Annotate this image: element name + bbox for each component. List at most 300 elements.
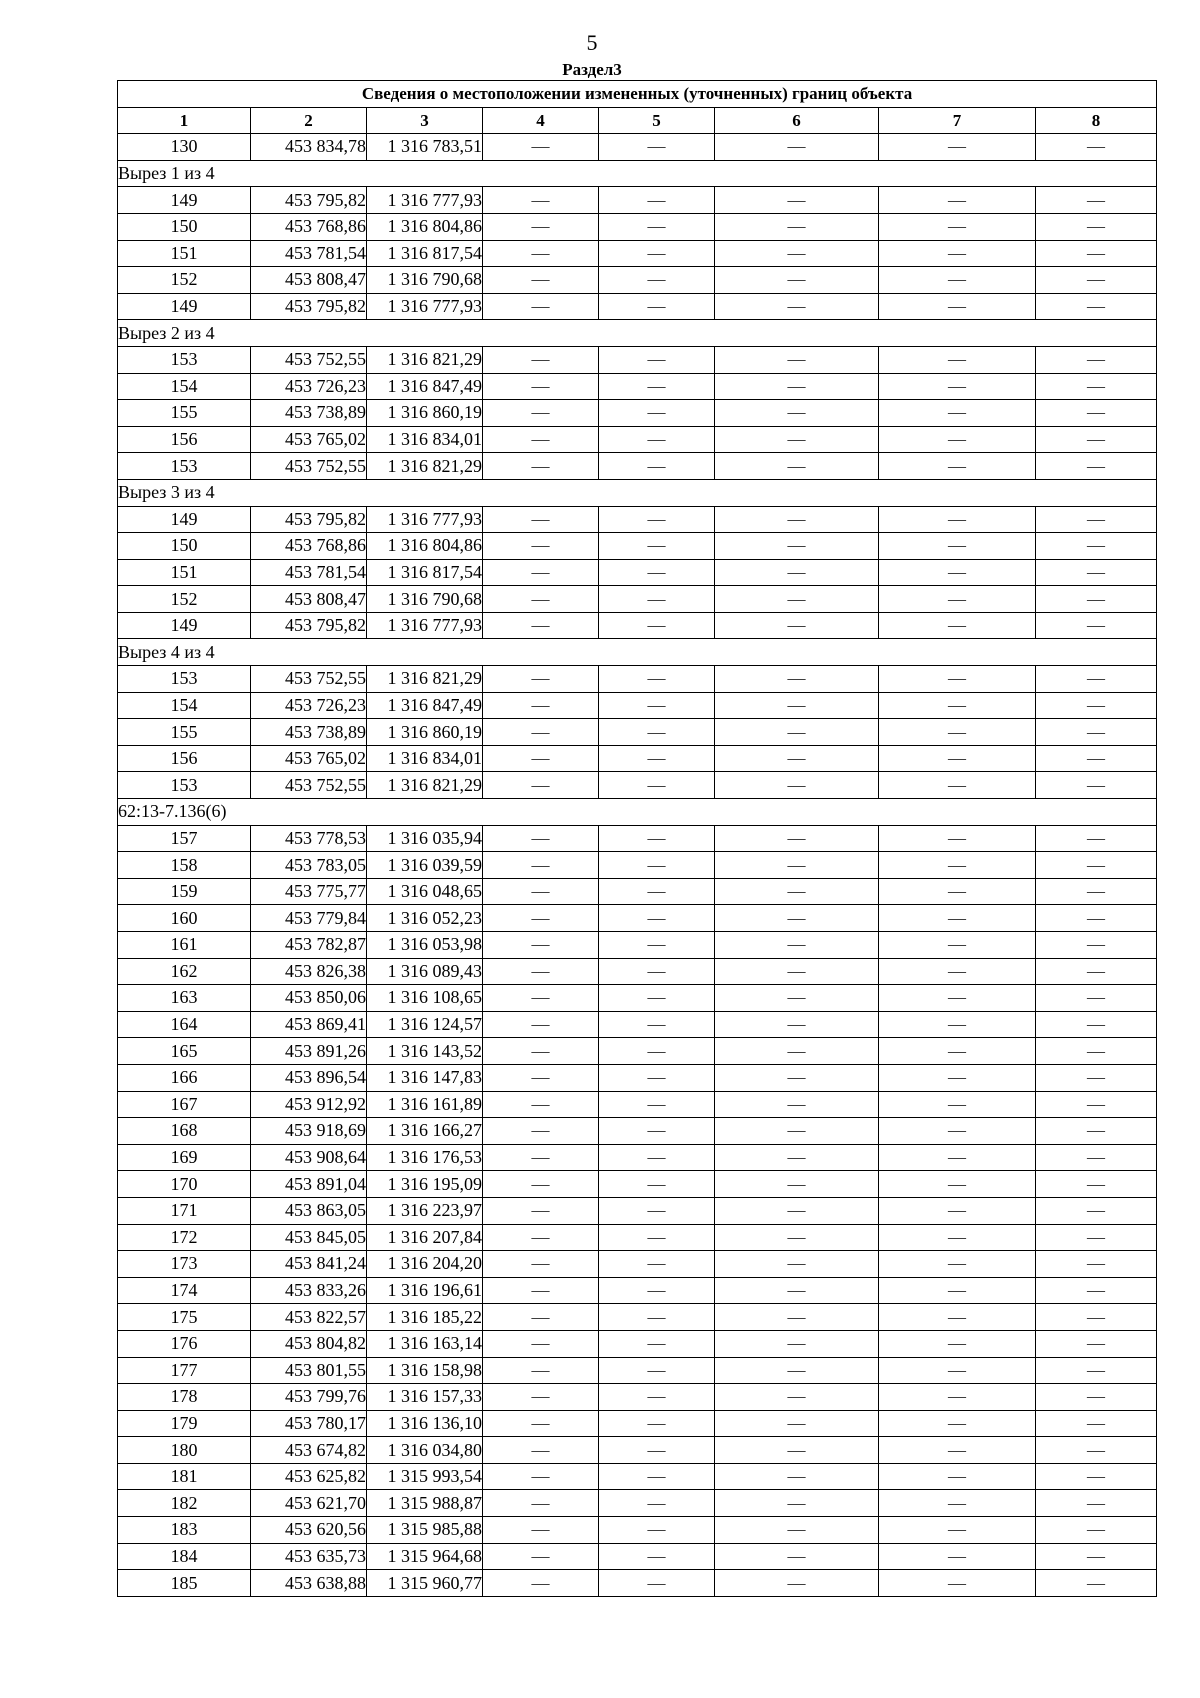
- group-title: Вырез 1 из 4: [118, 160, 1157, 187]
- empty-dash-cell: —: [879, 426, 1036, 453]
- y-coordinate-cell: 1 316 147,83: [367, 1064, 483, 1091]
- group-row: [118, 479, 1157, 506]
- empty-dash-cell: —: [1036, 1224, 1157, 1251]
- x-coordinate-cell: 453 799,76: [251, 1384, 367, 1411]
- empty-dash-cell: —: [599, 719, 715, 746]
- x-coordinate-cell: 453 778,53: [251, 825, 367, 852]
- empty-dash-cell: —: [715, 1543, 879, 1570]
- x-coordinate-cell: 453 752,55: [251, 772, 367, 799]
- y-coordinate-cell: 1 316 136,10: [367, 1410, 483, 1437]
- point-number-cell: 162: [118, 958, 251, 985]
- empty-dash-cell: —: [1036, 852, 1157, 879]
- table-row: [118, 985, 1157, 1012]
- empty-dash-cell: —: [1036, 373, 1157, 400]
- y-coordinate-cell: 1 316 204,20: [367, 1251, 483, 1278]
- table-row: [118, 1410, 1157, 1437]
- empty-dash-cell: —: [1036, 1171, 1157, 1198]
- empty-dash-cell: —: [1036, 453, 1157, 480]
- empty-dash-cell: —: [715, 533, 879, 560]
- table-caption-row: [118, 81, 1157, 108]
- table-row: [118, 825, 1157, 852]
- y-coordinate-cell: 1 316 783,51: [367, 134, 483, 161]
- empty-dash-cell: —: [715, 932, 879, 959]
- column-header: 1: [118, 107, 251, 134]
- y-coordinate-cell: 1 316 804,86: [367, 533, 483, 560]
- empty-dash-cell: —: [1036, 1011, 1157, 1038]
- point-number-cell: 152: [118, 586, 251, 613]
- empty-dash-cell: —: [483, 453, 599, 480]
- y-coordinate-cell: 1 316 821,29: [367, 453, 483, 480]
- x-coordinate-cell: 453 808,47: [251, 586, 367, 613]
- table-row: [118, 1277, 1157, 1304]
- table-row: [118, 905, 1157, 932]
- y-coordinate-cell: 1 316 034,80: [367, 1437, 483, 1464]
- point-number-cell: 172: [118, 1224, 251, 1251]
- point-number-cell: 179: [118, 1410, 251, 1437]
- empty-dash-cell: —: [599, 1011, 715, 1038]
- y-coordinate-cell: 1 316 052,23: [367, 905, 483, 932]
- table-row: [118, 426, 1157, 453]
- point-number-cell: 160: [118, 905, 251, 932]
- empty-dash-cell: —: [599, 852, 715, 879]
- table-row: [118, 1543, 1157, 1570]
- empty-dash-cell: —: [879, 1330, 1036, 1357]
- point-number-cell: 182: [118, 1490, 251, 1517]
- column-header: 2: [251, 107, 367, 134]
- x-coordinate-cell: 453 834,78: [251, 134, 367, 161]
- x-coordinate-cell: 453 752,55: [251, 666, 367, 693]
- x-coordinate-cell: 453 779,84: [251, 905, 367, 932]
- table-row: [118, 958, 1157, 985]
- empty-dash-cell: —: [1036, 506, 1157, 533]
- point-number-cell: 178: [118, 1384, 251, 1411]
- x-coordinate-cell: 453 768,86: [251, 533, 367, 560]
- empty-dash-cell: —: [483, 1437, 599, 1464]
- point-number-cell: 173: [118, 1251, 251, 1278]
- empty-dash-cell: —: [483, 692, 599, 719]
- y-coordinate-cell: 1 316 223,97: [367, 1197, 483, 1224]
- group-title: Вырез 4 из 4: [118, 639, 1157, 666]
- empty-dash-cell: —: [483, 1144, 599, 1171]
- empty-dash-cell: —: [483, 240, 599, 267]
- column-header-row: [118, 107, 1157, 134]
- point-number-cell: 168: [118, 1118, 251, 1145]
- empty-dash-cell: —: [1036, 666, 1157, 693]
- empty-dash-cell: —: [1036, 1144, 1157, 1171]
- empty-dash-cell: —: [879, 1410, 1036, 1437]
- table-row: [118, 1517, 1157, 1544]
- x-coordinate-cell: 453 738,89: [251, 719, 367, 746]
- empty-dash-cell: —: [715, 985, 879, 1012]
- x-coordinate-cell: 453 674,82: [251, 1437, 367, 1464]
- empty-dash-cell: —: [715, 878, 879, 905]
- y-coordinate-cell: 1 316 860,19: [367, 719, 483, 746]
- point-number-cell: 170: [118, 1171, 251, 1198]
- empty-dash-cell: —: [483, 1463, 599, 1490]
- empty-dash-cell: —: [879, 985, 1036, 1012]
- column-header: 4: [483, 107, 599, 134]
- group-row: [118, 160, 1157, 187]
- empty-dash-cell: —: [599, 905, 715, 932]
- empty-dash-cell: —: [483, 1304, 599, 1331]
- empty-dash-cell: —: [1036, 1357, 1157, 1384]
- empty-dash-cell: —: [483, 506, 599, 533]
- table-row: [118, 373, 1157, 400]
- table-row: [118, 1570, 1157, 1597]
- empty-dash-cell: —: [483, 878, 599, 905]
- empty-dash-cell: —: [715, 772, 879, 799]
- empty-dash-cell: —: [599, 1463, 715, 1490]
- point-number-cell: 155: [118, 400, 251, 427]
- empty-dash-cell: —: [879, 825, 1036, 852]
- table-row: [118, 586, 1157, 613]
- empty-dash-cell: —: [1036, 1384, 1157, 1411]
- table-row: [118, 1437, 1157, 1464]
- empty-dash-cell: —: [879, 1437, 1036, 1464]
- empty-dash-cell: —: [1036, 985, 1157, 1012]
- empty-dash-cell: —: [879, 905, 1036, 932]
- point-number-cell: 151: [118, 559, 251, 586]
- x-coordinate-cell: 453 752,55: [251, 346, 367, 373]
- empty-dash-cell: —: [715, 1091, 879, 1118]
- table-row: [118, 1197, 1157, 1224]
- empty-dash-cell: —: [879, 1490, 1036, 1517]
- table-row: [118, 1011, 1157, 1038]
- point-number-cell: 153: [118, 453, 251, 480]
- empty-dash-cell: —: [879, 1517, 1036, 1544]
- empty-dash-cell: —: [599, 1224, 715, 1251]
- table-row: [118, 612, 1157, 639]
- empty-dash-cell: —: [715, 1570, 879, 1597]
- empty-dash-cell: —: [483, 373, 599, 400]
- y-coordinate-cell: 1 316 790,68: [367, 267, 483, 294]
- empty-dash-cell: —: [483, 1330, 599, 1357]
- group-title: Вырез 2 из 4: [118, 320, 1157, 347]
- x-coordinate-cell: 453 808,47: [251, 267, 367, 294]
- empty-dash-cell: —: [599, 1517, 715, 1544]
- table-row: [118, 932, 1157, 959]
- empty-dash-cell: —: [715, 612, 879, 639]
- empty-dash-cell: —: [599, 1330, 715, 1357]
- empty-dash-cell: —: [599, 559, 715, 586]
- empty-dash-cell: —: [483, 267, 599, 294]
- table-caption: Сведения о местоположении измененных (уточненных) границ объекта: [118, 81, 1157, 108]
- empty-dash-cell: —: [879, 187, 1036, 214]
- column-header: 8: [1036, 107, 1157, 134]
- empty-dash-cell: —: [715, 692, 879, 719]
- empty-dash-cell: —: [483, 905, 599, 932]
- table-row: [118, 1357, 1157, 1384]
- table-row: [118, 400, 1157, 427]
- y-coordinate-cell: 1 316 157,33: [367, 1384, 483, 1411]
- x-coordinate-cell: 453 833,26: [251, 1277, 367, 1304]
- y-coordinate-cell: 1 316 124,57: [367, 1011, 483, 1038]
- empty-dash-cell: —: [599, 1118, 715, 1145]
- group-row: [118, 799, 1157, 826]
- point-number-cell: 149: [118, 293, 251, 320]
- empty-dash-cell: —: [879, 719, 1036, 746]
- group-title: Вырез 3 из 4: [118, 479, 1157, 506]
- point-number-cell: 153: [118, 346, 251, 373]
- point-number-cell: 159: [118, 878, 251, 905]
- x-coordinate-cell: 453 841,24: [251, 1251, 367, 1278]
- y-coordinate-cell: 1 315 985,88: [367, 1517, 483, 1544]
- x-coordinate-cell: 453 845,05: [251, 1224, 367, 1251]
- empty-dash-cell: —: [599, 692, 715, 719]
- empty-dash-cell: —: [483, 1543, 599, 1570]
- empty-dash-cell: —: [483, 1118, 599, 1145]
- empty-dash-cell: —: [879, 666, 1036, 693]
- y-coordinate-cell: 1 316 821,29: [367, 346, 483, 373]
- empty-dash-cell: —: [1036, 1437, 1157, 1464]
- empty-dash-cell: —: [1036, 1251, 1157, 1278]
- empty-dash-cell: —: [715, 453, 879, 480]
- empty-dash-cell: —: [1036, 1277, 1157, 1304]
- x-coordinate-cell: 453 635,73: [251, 1543, 367, 1570]
- y-coordinate-cell: 1 316 053,98: [367, 932, 483, 959]
- point-number-cell: 154: [118, 692, 251, 719]
- empty-dash-cell: —: [879, 1038, 1036, 1065]
- x-coordinate-cell: 453 795,82: [251, 506, 367, 533]
- empty-dash-cell: —: [1036, 1463, 1157, 1490]
- empty-dash-cell: —: [599, 187, 715, 214]
- empty-dash-cell: —: [483, 1251, 599, 1278]
- group-row: [118, 320, 1157, 347]
- y-coordinate-cell: 1 316 089,43: [367, 958, 483, 985]
- empty-dash-cell: —: [483, 1410, 599, 1437]
- empty-dash-cell: —: [483, 187, 599, 214]
- empty-dash-cell: —: [599, 1064, 715, 1091]
- empty-dash-cell: —: [879, 293, 1036, 320]
- empty-dash-cell: —: [1036, 400, 1157, 427]
- empty-dash-cell: —: [879, 1064, 1036, 1091]
- empty-dash-cell: —: [1036, 612, 1157, 639]
- empty-dash-cell: —: [715, 719, 879, 746]
- empty-dash-cell: —: [599, 400, 715, 427]
- table-row: [118, 559, 1157, 586]
- table-row: [118, 1064, 1157, 1091]
- y-coordinate-cell: 1 316 158,98: [367, 1357, 483, 1384]
- empty-dash-cell: —: [1036, 772, 1157, 799]
- empty-dash-cell: —: [483, 825, 599, 852]
- y-coordinate-cell: 1 315 988,87: [367, 1490, 483, 1517]
- x-coordinate-cell: 453 781,54: [251, 559, 367, 586]
- empty-dash-cell: —: [879, 852, 1036, 879]
- point-number-cell: 156: [118, 745, 251, 772]
- x-coordinate-cell: 453 863,05: [251, 1197, 367, 1224]
- y-coordinate-cell: 1 316 196,61: [367, 1277, 483, 1304]
- empty-dash-cell: —: [879, 1011, 1036, 1038]
- empty-dash-cell: —: [599, 1197, 715, 1224]
- y-coordinate-cell: 1 316 790,68: [367, 586, 483, 613]
- empty-dash-cell: —: [715, 213, 879, 240]
- empty-dash-cell: —: [483, 1224, 599, 1251]
- empty-dash-cell: —: [599, 1357, 715, 1384]
- column-header: 5: [599, 107, 715, 134]
- empty-dash-cell: —: [715, 559, 879, 586]
- empty-dash-cell: —: [483, 1011, 599, 1038]
- y-coordinate-cell: 1 316 039,59: [367, 852, 483, 879]
- table-row: [118, 666, 1157, 693]
- empty-dash-cell: —: [715, 1357, 879, 1384]
- empty-dash-cell: —: [483, 1277, 599, 1304]
- empty-dash-cell: —: [599, 1144, 715, 1171]
- y-coordinate-cell: 1 316 777,93: [367, 187, 483, 214]
- empty-dash-cell: —: [879, 373, 1036, 400]
- empty-dash-cell: —: [715, 1410, 879, 1437]
- empty-dash-cell: —: [599, 1304, 715, 1331]
- empty-dash-cell: —: [879, 267, 1036, 294]
- empty-dash-cell: —: [483, 1517, 599, 1544]
- point-number-cell: 150: [118, 533, 251, 560]
- empty-dash-cell: —: [1036, 1330, 1157, 1357]
- empty-dash-cell: —: [1036, 240, 1157, 267]
- empty-dash-cell: —: [1036, 1410, 1157, 1437]
- empty-dash-cell: —: [879, 1171, 1036, 1198]
- table-row: [118, 1118, 1157, 1145]
- empty-dash-cell: —: [483, 559, 599, 586]
- empty-dash-cell: —: [715, 1224, 879, 1251]
- x-coordinate-cell: 453 782,87: [251, 932, 367, 959]
- x-coordinate-cell: 453 752,55: [251, 453, 367, 480]
- empty-dash-cell: —: [879, 533, 1036, 560]
- x-coordinate-cell: 453 795,82: [251, 187, 367, 214]
- point-number-cell: 153: [118, 666, 251, 693]
- y-coordinate-cell: 1 316 847,49: [367, 373, 483, 400]
- empty-dash-cell: —: [715, 506, 879, 533]
- table-row: [118, 692, 1157, 719]
- empty-dash-cell: —: [1036, 213, 1157, 240]
- y-coordinate-cell: 1 315 964,68: [367, 1543, 483, 1570]
- point-number-cell: 164: [118, 1011, 251, 1038]
- point-number-cell: 181: [118, 1463, 251, 1490]
- empty-dash-cell: —: [715, 1171, 879, 1198]
- empty-dash-cell: —: [599, 213, 715, 240]
- table-row: [118, 1330, 1157, 1357]
- empty-dash-cell: —: [599, 1410, 715, 1437]
- empty-dash-cell: —: [599, 506, 715, 533]
- table-row: [118, 1251, 1157, 1278]
- empty-dash-cell: —: [483, 985, 599, 1012]
- empty-dash-cell: —: [715, 1064, 879, 1091]
- empty-dash-cell: —: [483, 852, 599, 879]
- empty-dash-cell: —: [483, 932, 599, 959]
- x-coordinate-cell: 453 896,54: [251, 1064, 367, 1091]
- x-coordinate-cell: 453 869,41: [251, 1011, 367, 1038]
- empty-dash-cell: —: [1036, 878, 1157, 905]
- empty-dash-cell: —: [879, 134, 1036, 161]
- empty-dash-cell: —: [879, 400, 1036, 427]
- x-coordinate-cell: 453 638,88: [251, 1570, 367, 1597]
- y-coordinate-cell: 1 316 207,84: [367, 1224, 483, 1251]
- empty-dash-cell: —: [879, 453, 1036, 480]
- table-row: [118, 1144, 1157, 1171]
- empty-dash-cell: —: [1036, 719, 1157, 746]
- point-number-cell: 185: [118, 1570, 251, 1597]
- empty-dash-cell: —: [879, 772, 1036, 799]
- column-header: 7: [879, 107, 1036, 134]
- empty-dash-cell: —: [483, 719, 599, 746]
- empty-dash-cell: —: [599, 932, 715, 959]
- empty-dash-cell: —: [715, 187, 879, 214]
- empty-dash-cell: —: [483, 1570, 599, 1597]
- x-coordinate-cell: 453 891,26: [251, 1038, 367, 1065]
- x-coordinate-cell: 453 620,56: [251, 1517, 367, 1544]
- empty-dash-cell: —: [879, 346, 1036, 373]
- empty-dash-cell: —: [599, 612, 715, 639]
- table-row: [118, 293, 1157, 320]
- empty-dash-cell: —: [715, 1304, 879, 1331]
- y-coordinate-cell: 1 316 817,54: [367, 559, 483, 586]
- table-row: [118, 719, 1157, 746]
- empty-dash-cell: —: [1036, 1064, 1157, 1091]
- empty-dash-cell: —: [879, 745, 1036, 772]
- y-coordinate-cell: 1 316 185,22: [367, 1304, 483, 1331]
- point-number-cell: 149: [118, 187, 251, 214]
- empty-dash-cell: —: [715, 1251, 879, 1278]
- empty-dash-cell: —: [483, 1490, 599, 1517]
- x-coordinate-cell: 453 625,82: [251, 1463, 367, 1490]
- empty-dash-cell: —: [1036, 958, 1157, 985]
- y-coordinate-cell: 1 316 161,89: [367, 1091, 483, 1118]
- empty-dash-cell: —: [715, 666, 879, 693]
- x-coordinate-cell: 453 765,02: [251, 745, 367, 772]
- empty-dash-cell: —: [715, 825, 879, 852]
- y-coordinate-cell: 1 316 804,86: [367, 213, 483, 240]
- point-number-cell: 166: [118, 1064, 251, 1091]
- empty-dash-cell: —: [483, 1091, 599, 1118]
- y-coordinate-cell: 1 316 035,94: [367, 825, 483, 852]
- empty-dash-cell: —: [1036, 586, 1157, 613]
- point-number-cell: 176: [118, 1330, 251, 1357]
- y-coordinate-cell: 1 315 993,54: [367, 1463, 483, 1490]
- empty-dash-cell: —: [1036, 1304, 1157, 1331]
- empty-dash-cell: —: [715, 1384, 879, 1411]
- empty-dash-cell: —: [483, 958, 599, 985]
- point-number-cell: 169: [118, 1144, 251, 1171]
- empty-dash-cell: —: [599, 1490, 715, 1517]
- empty-dash-cell: —: [715, 1144, 879, 1171]
- group-row: [118, 639, 1157, 666]
- empty-dash-cell: —: [483, 213, 599, 240]
- point-number-cell: 150: [118, 213, 251, 240]
- y-coordinate-cell: 1 316 834,01: [367, 745, 483, 772]
- y-coordinate-cell: 1 316 777,93: [367, 506, 483, 533]
- empty-dash-cell: —: [715, 1517, 879, 1544]
- empty-dash-cell: —: [715, 267, 879, 294]
- empty-dash-cell: —: [599, 586, 715, 613]
- point-number-cell: 165: [118, 1038, 251, 1065]
- y-coordinate-cell: 1 316 163,14: [367, 1330, 483, 1357]
- point-number-cell: 154: [118, 373, 251, 400]
- empty-dash-cell: —: [879, 240, 1036, 267]
- y-coordinate-cell: 1 316 143,52: [367, 1038, 483, 1065]
- empty-dash-cell: —: [1036, 346, 1157, 373]
- empty-dash-cell: —: [715, 426, 879, 453]
- empty-dash-cell: —: [879, 1463, 1036, 1490]
- empty-dash-cell: —: [483, 1384, 599, 1411]
- empty-dash-cell: —: [715, 1011, 879, 1038]
- empty-dash-cell: —: [1036, 1091, 1157, 1118]
- empty-dash-cell: —: [599, 293, 715, 320]
- empty-dash-cell: —: [599, 1038, 715, 1065]
- point-number-cell: 171: [118, 1197, 251, 1224]
- empty-dash-cell: —: [879, 1357, 1036, 1384]
- table-row: [118, 1304, 1157, 1331]
- point-number-cell: 130: [118, 134, 251, 161]
- empty-dash-cell: —: [1036, 267, 1157, 294]
- x-coordinate-cell: 453 775,77: [251, 878, 367, 905]
